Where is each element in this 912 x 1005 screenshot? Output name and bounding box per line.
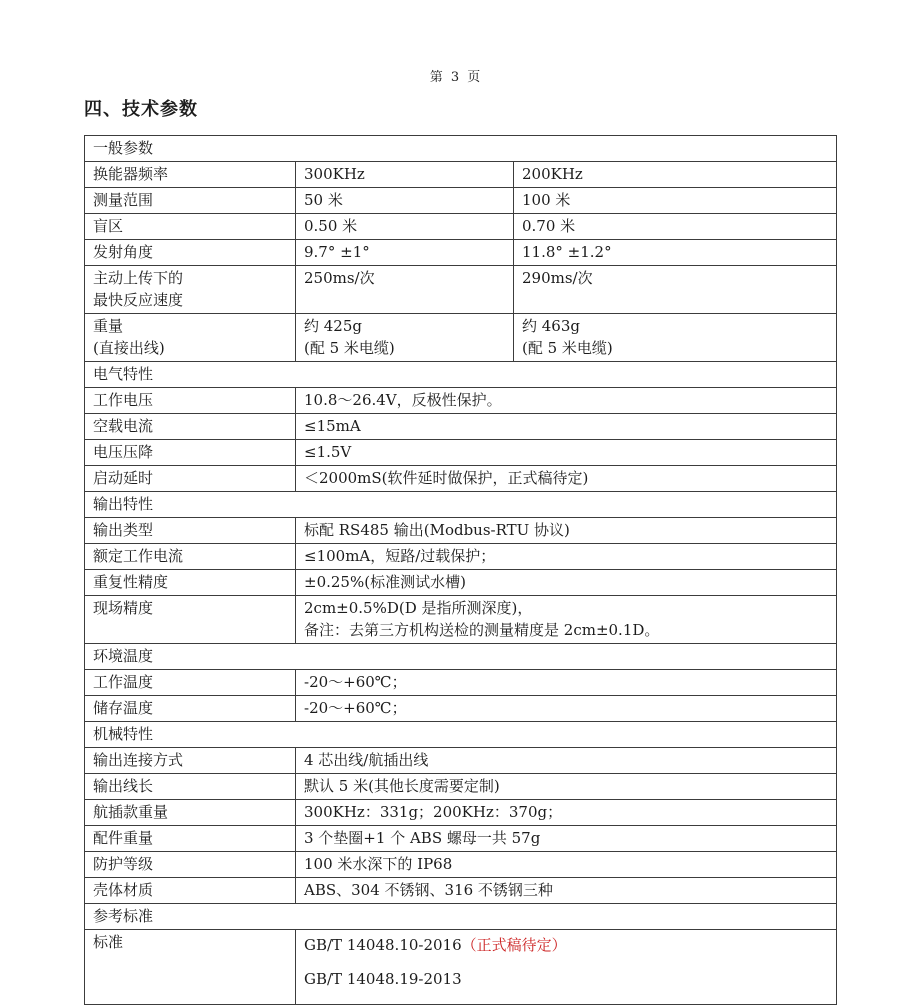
value-cell	[296, 414, 837, 440]
row-label-cell	[85, 696, 296, 722]
text-line: 工作电压	[93, 391, 154, 409]
value-cell	[296, 826, 837, 852]
value-cell	[296, 314, 514, 362]
row-label-cell	[85, 240, 296, 266]
text-line: 一般参数	[93, 139, 154, 157]
text-line: 约 463g	[522, 317, 581, 335]
text-line: 机械特性	[93, 725, 154, 743]
row-label-cell	[85, 878, 296, 904]
text-line: 防护等级	[93, 855, 154, 873]
value-cell	[514, 188, 837, 214]
section-heading: 四、技术参数	[84, 99, 198, 120]
text-line: 输出特性	[93, 495, 154, 513]
text-line: 额定工作电流	[93, 547, 184, 565]
table-row	[85, 188, 837, 214]
table-row	[85, 440, 837, 466]
text-line: 启动延时	[93, 469, 154, 487]
text-line: 工作温度	[93, 673, 154, 691]
value-cell	[296, 518, 837, 544]
section-row	[85, 722, 837, 748]
row-label-cell	[85, 314, 296, 362]
section-label-cell	[85, 492, 837, 518]
table-row	[85, 826, 837, 852]
table-row	[85, 696, 837, 722]
value-cell	[514, 240, 837, 266]
text-line: 200KHz	[522, 165, 583, 183]
row-label-cell	[85, 670, 296, 696]
text-line: 50 米	[304, 191, 343, 209]
value-cell	[296, 878, 837, 904]
table-row	[85, 266, 837, 314]
text-line: 100 米水深下的 IP68	[304, 855, 453, 873]
text-line: 盲区	[93, 217, 124, 235]
text-line: ±0.25%(标准测试水槽)	[304, 573, 466, 591]
params-table	[84, 135, 837, 1005]
text-line: 默认 5 米(其他长度需要定制)	[304, 777, 500, 795]
value-cell	[296, 670, 837, 696]
text-line: -20～+60℃；	[304, 673, 407, 691]
row-label-cell	[85, 414, 296, 440]
text-line: GB/T 14048.19-2013	[304, 970, 462, 988]
row-label-cell	[85, 214, 296, 240]
text-line: 备注：去第三方机构送检的测量精度是 2cm±0.1D。	[304, 621, 660, 639]
text-line: 290ms/次	[522, 269, 593, 287]
table-row	[85, 852, 837, 878]
text-line: 最快反应速度	[93, 291, 184, 309]
text-line: 空载电流	[93, 417, 154, 435]
text-line: 现场精度	[93, 599, 154, 617]
table-row	[85, 544, 837, 570]
value-cell	[514, 214, 837, 240]
section-label-cell	[85, 136, 837, 162]
section-row	[85, 362, 837, 388]
row-label-cell	[85, 774, 296, 800]
section-row	[85, 904, 837, 930]
text-line: 储存温度	[93, 699, 154, 717]
text-line: 0.50 米	[304, 217, 358, 235]
value-cell	[296, 774, 837, 800]
text-line: 100 米	[522, 191, 571, 209]
text-line: ≤15mA	[304, 417, 361, 435]
text-line: 0.70 米	[522, 217, 576, 235]
text-line: 参考标准	[93, 907, 154, 925]
value-cell	[296, 188, 514, 214]
text-line: 4 芯出线/航插出线	[304, 751, 429, 769]
text-line: 航插款重量	[93, 803, 169, 821]
section-label-cell	[85, 362, 837, 388]
text-line: ＜2000mS(软件延时做保护，正式稿待定)	[304, 469, 589, 487]
value-cell	[296, 696, 837, 722]
text-line: 11.8° ±1.2°	[522, 243, 612, 261]
table-row	[85, 214, 837, 240]
text-line: 配件重量	[93, 829, 154, 847]
value-cell	[296, 240, 514, 266]
row-label-cell	[85, 748, 296, 774]
value-cell	[296, 214, 514, 240]
text-line: 10.8～26.4V，反极性保护。	[304, 391, 502, 409]
value-cell	[296, 596, 837, 644]
table-row	[85, 774, 837, 800]
section-row	[85, 644, 837, 670]
text-line: 300KHz：331g；200KHz：370g；	[304, 803, 563, 821]
value-cell	[296, 388, 837, 414]
row-label-cell	[85, 852, 296, 878]
row-label-cell	[85, 266, 296, 314]
section-label-cell	[85, 722, 837, 748]
table-row	[85, 570, 837, 596]
text-line: 约 425g	[304, 317, 363, 335]
page-number: 第 3 页	[429, 70, 483, 85]
section-label-cell	[85, 904, 837, 930]
text-line: 300KHz	[304, 165, 365, 183]
value-cell	[514, 162, 837, 188]
row-label-cell	[85, 826, 296, 852]
params-table-body	[85, 136, 837, 1005]
text-line: 环境温度	[93, 647, 154, 665]
text-line: ≤1.5V	[304, 443, 352, 461]
text-line: 输出线长	[93, 777, 154, 795]
text-line: 标准	[93, 933, 124, 951]
row-label-cell	[85, 930, 296, 1005]
value-cell	[296, 162, 514, 188]
table-row	[85, 800, 837, 826]
text-line: 输出类型	[93, 521, 154, 539]
text-line: -20～+60℃；	[304, 699, 407, 717]
row-label-cell	[85, 570, 296, 596]
text-line: 壳体材质	[93, 881, 154, 899]
section-row	[85, 136, 837, 162]
value-cell	[296, 800, 837, 826]
value-cell	[296, 266, 514, 314]
text-line: (配 5 米电缆)	[304, 339, 395, 357]
text-line: ≤100mA，短路/过载保护；	[304, 547, 496, 565]
table-row	[85, 670, 837, 696]
text-line: 电压压降	[93, 443, 154, 461]
table-row	[85, 240, 837, 266]
table-row	[85, 414, 837, 440]
text-line: 2cm±0.5%D(D 是指所测深度)，	[304, 599, 533, 617]
row-label-cell	[85, 440, 296, 466]
table-row	[85, 388, 837, 414]
text-line: 主动上传下的	[93, 269, 184, 287]
table-row	[85, 518, 837, 544]
text-line: 发射角度	[93, 243, 154, 261]
value-cell	[296, 930, 837, 1005]
row-label-cell	[85, 188, 296, 214]
text-line: 换能器频率	[93, 165, 169, 183]
row-label-cell	[85, 544, 296, 570]
value-cell	[296, 852, 837, 878]
table-row	[85, 748, 837, 774]
row-label-cell	[85, 388, 296, 414]
value-cell	[514, 314, 837, 362]
value-cell	[296, 748, 837, 774]
highlighted-text: （正式稿待定）	[461, 936, 567, 954]
value-cell	[296, 466, 837, 492]
text-line: 电气特性	[93, 365, 154, 383]
text-line: 250ms/次	[304, 269, 375, 287]
value-cell	[296, 570, 837, 596]
text-line: (直接出线)	[93, 339, 165, 357]
table-row	[85, 314, 837, 362]
table-row	[85, 466, 837, 492]
table-row	[85, 930, 837, 1005]
row-label-cell	[85, 466, 296, 492]
value-cell	[514, 266, 837, 314]
section-label-cell	[85, 644, 837, 670]
text-line: 输出连接方式	[93, 751, 184, 769]
text-line: GB/T 14048.10-2016（正式稿待定）	[304, 936, 567, 954]
text-line: ABS、304 不锈钢、316 不锈钢三种	[304, 881, 553, 899]
row-label-cell	[85, 596, 296, 644]
row-label-cell	[85, 162, 296, 188]
text-line: (配 5 米电缆)	[522, 339, 613, 357]
value-cell	[296, 544, 837, 570]
text-line: 标配 RS485 输出(Modbus-RTU 协议)	[304, 521, 570, 539]
text-line: 9.7° ±1°	[304, 243, 370, 261]
text-line: 3 个垫圈+1 个 ABS 螺母一共 57g	[304, 829, 541, 847]
row-label-cell	[85, 800, 296, 826]
value-cell	[296, 440, 837, 466]
text-line: 重复性精度	[93, 573, 169, 591]
row-label-cell	[85, 518, 296, 544]
section-row	[85, 492, 837, 518]
text-line: 测量范围	[93, 191, 154, 209]
table-row	[85, 162, 837, 188]
table-row	[85, 596, 837, 644]
table-row	[85, 878, 837, 904]
text-line: 重量	[93, 317, 124, 335]
